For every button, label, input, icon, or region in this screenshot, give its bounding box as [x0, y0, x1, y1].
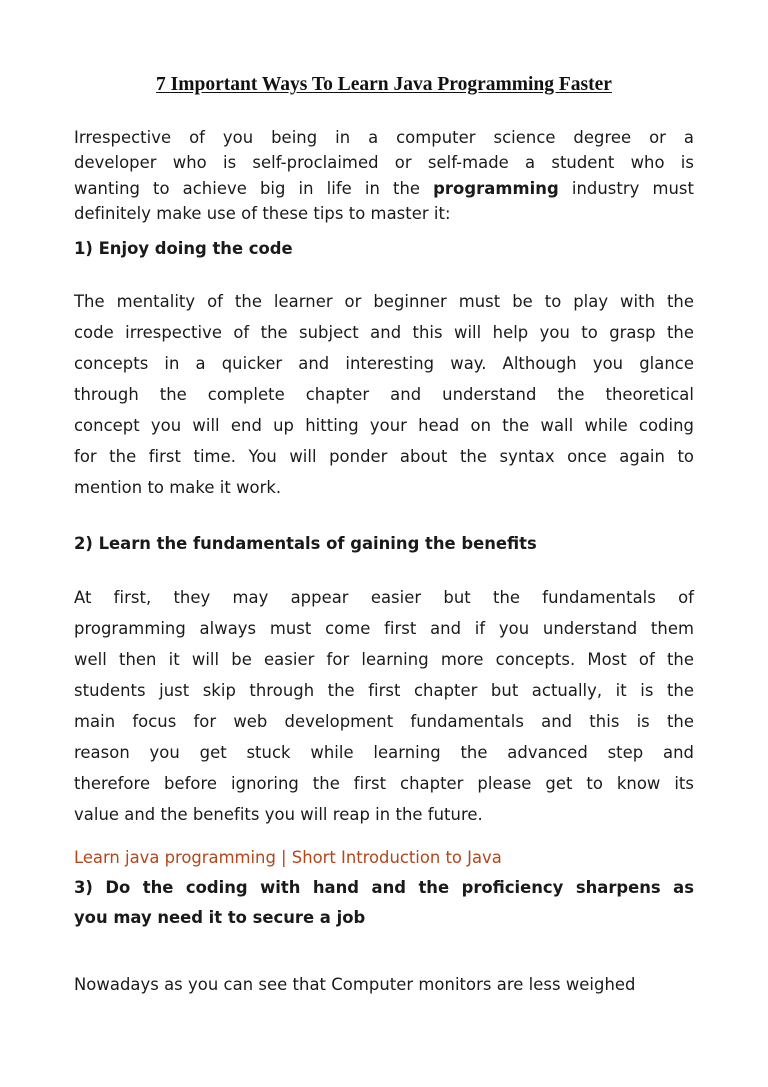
intro-line-end: industry must: [558, 178, 694, 198]
paragraph-line: main focus for web development fundamentals and this is the: [74, 712, 694, 731]
paragraph-line: code irrespective of the subject and this will help you to grasp the: [74, 323, 694, 342]
paragraph-line: reason you get stuck while learning the advanced step and: [74, 743, 694, 762]
paragraph-line: concepts in a quicker and interesting way. Although you glance: [74, 354, 694, 373]
section-heading: 2) Learn the fundamentals of gaining the benefits: [74, 534, 537, 553]
section-paragraph: [74, 286, 694, 503]
section-heading: 1) Enjoy doing the code: [74, 239, 293, 258]
page-title: 7 Important Ways To Learn Java Programming Faster: [156, 74, 612, 95]
paragraph-line: students just skip through the first chapter but actually, it is the: [74, 681, 694, 700]
heading-line: 3) Do the coding with hand and the proficiency sharpens as: [74, 878, 694, 897]
intro-line-start: wanting to achieve big in life in the: [74, 178, 434, 198]
paragraph-line: The mentality of the learner or beginner must be to play with the: [74, 292, 694, 311]
section-paragraph: [74, 969, 694, 1000]
heading-line: you may need it to secure a job: [74, 907, 366, 927]
paragraph-line: concept you will end up hitting your head on the wall while coding: [74, 416, 694, 435]
intro-line: developer who is self-proclaimed or self-made a student who is: [74, 153, 694, 173]
paragraph-line: for the first time. You will ponder about the syntax once again to: [74, 447, 694, 466]
paragraph-line: well then it will be easier for learning more concepts. Most of the: [74, 650, 694, 669]
paragraph-line: programming always must come first and if you understand them: [74, 619, 694, 638]
paragraph-line: At first, they may appear easier but the fundamentals of: [74, 588, 694, 607]
intro-bold-keyword: programming: [433, 178, 559, 198]
paragraph-line: mention to make it work.: [74, 478, 282, 497]
paragraph-line: Nowadays as you can see that Computer monitors are less weighed: [74, 975, 636, 994]
intro-paragraph: [74, 125, 694, 226]
paragraph-line: therefore before ignoring the first chapter please get to know its: [74, 774, 694, 793]
intro-line: definitely make use of these tips to master it:: [74, 203, 451, 223]
section-paragraph: [74, 582, 694, 830]
intro-line: Irrespective of you being in a computer science degree or a: [74, 128, 694, 147]
java-intro-link[interactable]: Learn java programming | Short Introduction to Java: [74, 848, 502, 867]
paragraph-line: value and the benefits you will reap in the future.: [74, 805, 483, 824]
intro-line: [74, 176, 694, 201]
section-heading: [74, 873, 694, 932]
paragraph-line: through the complete chapter and understand the theoretical: [74, 385, 694, 404]
